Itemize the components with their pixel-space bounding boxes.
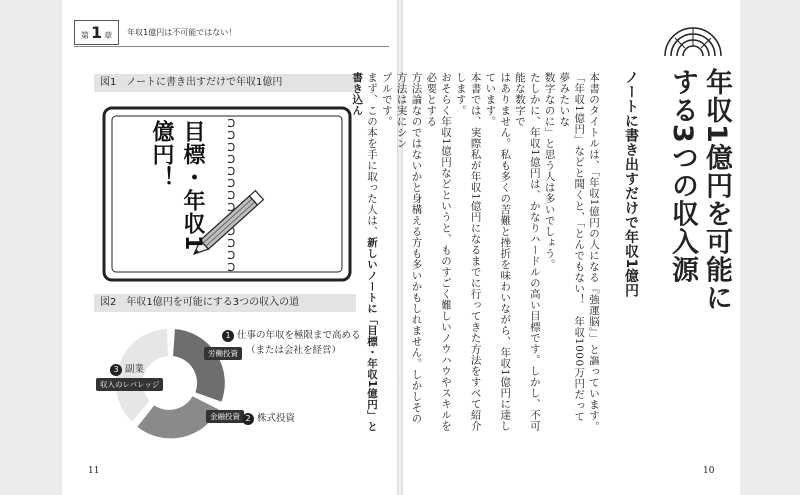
figure1-label: 図1 ノートに書き出すだけで年収1億円 <box>94 74 356 92</box>
header-rule <box>74 46 389 47</box>
body-line: 数字なのに」と思う人は多いでしょう。 <box>543 72 556 270</box>
body-emphasis: 新しいノートに「目標・年収1億円」と書き込ん <box>351 72 379 432</box>
tag-labor: 労働投資 <box>204 347 242 360</box>
body-line: 本書では、実際私が年収1億円になるまでに行ってきた方法をすべて紹介します。 <box>454 72 482 432</box>
section-emblem-icon <box>661 18 725 58</box>
body-text <box>351 72 601 432</box>
page-number-left: 11 <box>88 466 100 476</box>
notebook-goal-text: 目標・年収1億円！ <box>149 120 205 252</box>
body-line: 「年収1億円」などと聞くと、「とんでもない！ 年収1000万円だって夢みたいな <box>558 72 586 422</box>
chapter-number: 1 <box>91 22 103 42</box>
item2-number: 2 <box>242 413 254 425</box>
item3-text: 副業 <box>125 364 145 375</box>
item2-text: 株式投資 <box>257 413 296 424</box>
chapter-header <box>74 20 236 44</box>
item3-number: 3 <box>110 364 122 376</box>
tag-side: 収入のレバレッジ <box>96 378 163 391</box>
body-line: はありません。私も多くの苦難と挫折を味わいながら、年収1億円に達しています。 <box>484 72 512 432</box>
body-line: まず、この本を手に取った人は、 <box>366 72 379 237</box>
pie-item-1-sub: （または会社を経営） <box>246 345 342 356</box>
body-line: 方法論なのではないかと身構える方も多いかもしれません。しかしその方法は実にシン <box>395 72 423 424</box>
pie-item-1 <box>222 327 361 342</box>
page-number-right: 10 <box>703 466 715 476</box>
left-page <box>62 0 397 495</box>
chapter-title: 年収1億円は不可能ではない！ <box>127 27 237 37</box>
tag-finance: 金融投資 <box>206 410 244 423</box>
item1-text: 仕事の年収を極限まで高める <box>237 330 361 341</box>
pie-item-3 <box>110 361 144 376</box>
body-line: プルです。 <box>380 72 393 127</box>
section-subtitle: ノートに書き出すだけで年収1億円 <box>623 70 639 298</box>
pie-item-2 <box>242 410 295 425</box>
chapter-badge <box>74 20 119 45</box>
section-title-text: 年収1億円を可能にする3つの収入源 <box>667 68 732 312</box>
figure2-label: 図2 年収1億円を可能にする3つの収入の道 <box>94 294 356 312</box>
item1-number: 1 <box>222 330 234 342</box>
section-title <box>665 68 733 318</box>
notebook-drawing <box>102 106 352 282</box>
notebook-illustration <box>102 106 352 282</box>
right-page <box>351 0 740 495</box>
body-line: おそらく年収1億円などというと、ものすごく難しいノウハウやスキルを必要とする <box>425 72 453 432</box>
body-line: 本書のタイトルは、「年収1億円の人になる『強運脳』」と謳っています。 <box>588 72 600 432</box>
chapter-prefix: 第 <box>81 30 89 40</box>
body-line: たしかに、年収1億円は、かなりハードルの高い目標です。しかし、不可能な数字で <box>514 72 541 432</box>
segment-labor <box>172 328 226 403</box>
chapter-suffix: 章 <box>104 30 113 40</box>
body-line-final <box>349 72 379 432</box>
